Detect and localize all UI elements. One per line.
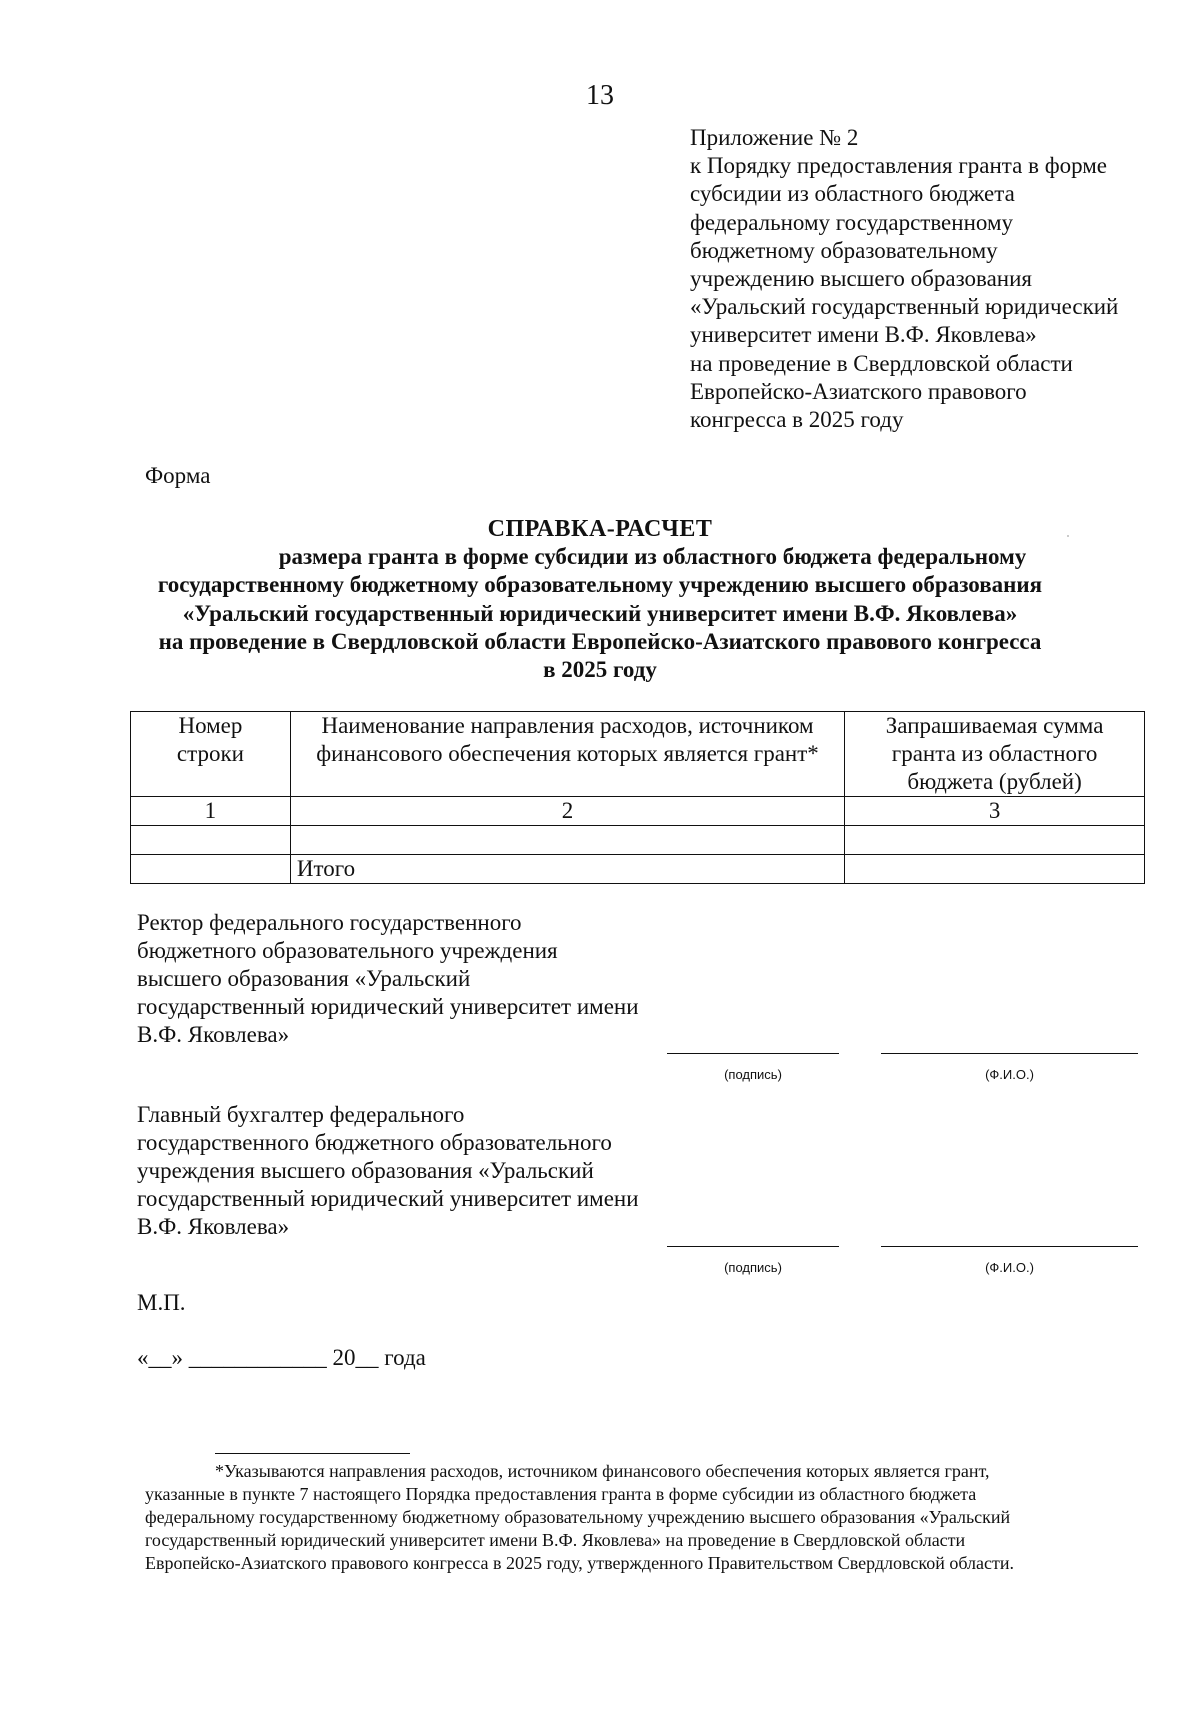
header-requested-amount: Запрашиваемая сумма гранта из областного бюджета (рублей)	[845, 712, 1145, 797]
table-numbering-row	[131, 797, 1145, 826]
rector-title-line: государственный юридический университет имени	[137, 994, 639, 1019]
footnote-line: Европейско-Азиатского правового конгресса в 2025 году, утвержденного Правительством Свердловской области.	[145, 1553, 1015, 1573]
accountant-signature-line	[667, 1246, 839, 1247]
accountant-title-line: В.Ф. Яковлева»	[137, 1214, 290, 1239]
total-label: Итого	[290, 855, 844, 884]
rector-title-line: бюджетного образовательного учреждения	[137, 938, 558, 963]
table-cell	[290, 826, 844, 855]
table-cell	[845, 826, 1145, 855]
title-line: в 2025 году	[543, 657, 657, 683]
form-label: Форма	[145, 463, 211, 488]
rector-name-caption: (Ф.И.О.)	[985, 1067, 1034, 1082]
accountant-title-line: Главный бухгалтер федерального	[137, 1102, 465, 1127]
table-header-row	[131, 712, 1145, 797]
table-cell	[131, 855, 291, 884]
title-main: СПРАВКА-РАСЧЕТ	[487, 516, 713, 542]
accountant-signature-caption: (подпись)	[724, 1260, 782, 1275]
rector-title-line: В.Ф. Яковлева»	[137, 1022, 290, 1047]
appendix-line: университет имени В.Ф. Яковлева»	[690, 322, 1037, 348]
footnote-divider	[215, 1453, 410, 1454]
rector-name-line	[881, 1053, 1138, 1054]
footnote-line: *Указываются направления расходов, источником финансового обеспечения которых является грант,	[215, 1461, 990, 1481]
footnote-line: государственный юридический университет имени В.Ф. Яковлева» на проведение в Свердловской области	[145, 1530, 966, 1550]
table-cell	[845, 855, 1145, 884]
header-expense-direction: Наименование направления расходов, источником финансового обеспечения которых является грант*	[290, 712, 844, 797]
table-cell: 3	[845, 797, 1145, 826]
appendix-line: Европейско-Азиатского правового	[690, 378, 1027, 404]
appendix-line: субсидии из областного бюджета	[690, 181, 1015, 207]
accountant-name-line	[881, 1246, 1138, 1247]
stamp-place-label: М.П.	[137, 1290, 186, 1315]
table-row	[131, 826, 1145, 855]
accountant-title-line: государственный юридический университет имени	[137, 1186, 639, 1211]
table-cell	[131, 826, 291, 855]
appendix-line: бюджетному образовательному	[690, 237, 998, 263]
title-line: на проведение в Свердловской области Европейско-Азиатского правового конгресса	[158, 628, 1042, 654]
footnote-line: федеральному государственному бюджетному образовательному учреждению высшего образования «Уральский	[145, 1507, 1011, 1527]
accountant-signature-block	[137, 1101, 697, 1241]
table-cell: 1	[131, 797, 291, 826]
footnote	[145, 1460, 1143, 1575]
date-line: «__» ____________ 20__ года	[137, 1345, 426, 1370]
rector-signature-caption: (подпись)	[724, 1067, 782, 1082]
accountant-name-caption: (Ф.И.О.)	[985, 1260, 1034, 1275]
appendix-line: Приложение № 2	[690, 125, 859, 150]
appendix-header	[690, 124, 1190, 434]
appendix-line: учреждению высшего образования	[690, 266, 1033, 292]
rector-signature-block	[137, 909, 697, 1049]
rector-signature-line	[667, 1053, 839, 1054]
table-total-row	[131, 855, 1145, 884]
accountant-title-line: государственного бюджетного образовательного	[137, 1130, 612, 1155]
appendix-line: «Уральский государственный юридический	[690, 294, 1119, 320]
appendix-line: федеральному государственному	[690, 209, 1013, 235]
title-line: «Уральский государственный юридический университет имени В.Ф. Яковлева»	[182, 600, 1018, 626]
header-row-number: Номер строки	[131, 712, 291, 797]
appendix-line: конгресса в 2025 году	[690, 407, 904, 433]
rector-title-line: высшего образования «Уральский	[137, 966, 471, 991]
title-line: государственному бюджетному образовательному учреждению высшего образования	[157, 572, 1043, 598]
appendix-line: к Порядку предоставления гранта в форме	[690, 153, 1108, 179]
accountant-title-line: учреждения высшего образования «Уральский	[137, 1158, 594, 1183]
page-number: 13	[586, 80, 614, 111]
calculation-table	[130, 711, 1145, 884]
footnote-line: указанные в пункте 7 настоящего Порядка предоставления гранта в форме субсидии из областного бюджета	[145, 1484, 977, 1504]
document-title	[0, 515, 1200, 684]
table-cell: 2	[290, 797, 844, 826]
title-line: размера гранта в форме субсидии из областного бюджета федеральному	[278, 544, 1027, 570]
appendix-line: на проведение в Свердловской области	[690, 350, 1073, 376]
rector-title-line: Ректор федерального государственного	[137, 910, 522, 935]
